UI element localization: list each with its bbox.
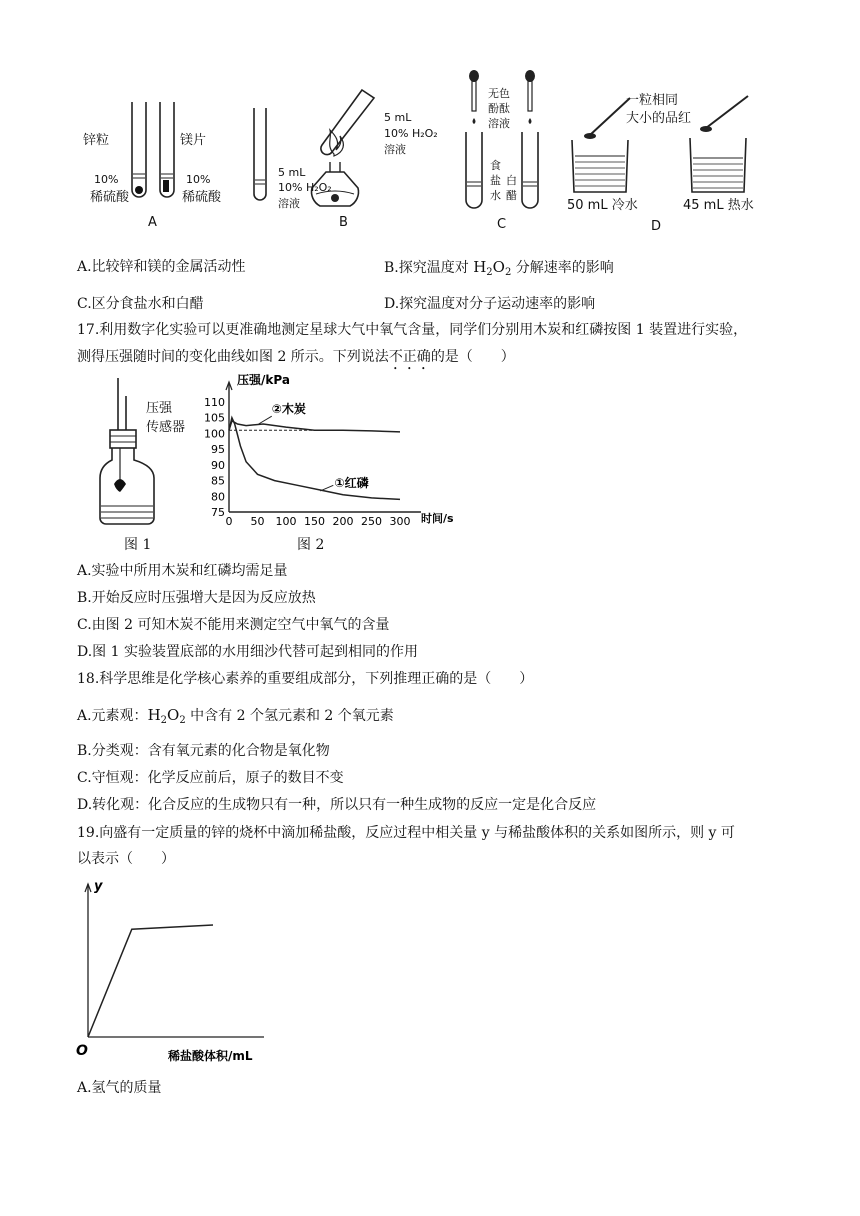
c-reagent-line3: 溶液 [488, 117, 510, 130]
acid-right-label: 稀硫酸 [182, 190, 222, 205]
x-tick-label: 250 [361, 515, 382, 528]
q18-option-a: A.元素观：$H_2O_2$ 中含有 2 个氢元素和 2 个氧元素 [77, 706, 394, 726]
x-axis-label: 稀盐酸体积/mL [168, 1049, 253, 1063]
figure-1-apparatus [92, 374, 164, 528]
x-tick-label: 200 [332, 515, 354, 528]
y-tick-label: 100 [204, 427, 225, 441]
y-tick-label: 80 [211, 490, 225, 504]
sensor-label-line2: 传感器 [146, 420, 186, 435]
y-tick-label: 75 [211, 506, 225, 519]
d-label-line2: 大小的品红 [626, 111, 692, 126]
q18-option-c: C.守恒观：化学反应前后，原子的数目不变 [77, 770, 344, 786]
y-tick-label: 105 [204, 411, 225, 425]
b-right-concentration: 10% H₂O₂ [384, 127, 438, 140]
x-tick-label: 0 [225, 515, 233, 528]
figure-c-letter: C [497, 217, 507, 232]
b-left-volume: 5 mL [278, 166, 306, 179]
q16-option-c: C.区分食盐水和白醋 [77, 296, 204, 312]
pressure-time-chart [195, 372, 465, 532]
q19-option-a: A.氢气的质量 [77, 1080, 162, 1096]
y-tick-label: 85 [211, 474, 225, 488]
magnesium-label: 镁片 [180, 133, 207, 148]
c-reagent-line2: 酚酞 [488, 102, 510, 115]
figure-b-letter: B [339, 215, 348, 230]
q18-stem: 18.科学思维是化学核心素养的重要组成部分，下列推理正确的是（ ） [77, 671, 534, 687]
y-axis-label: y [94, 879, 103, 894]
series-line [88, 925, 213, 1037]
figure-a-test-tubes [120, 98, 190, 210]
acid-left-label: 稀硫酸 [90, 190, 130, 205]
d-cold-water: 50 mL 冷水 [567, 198, 638, 213]
series-label-charcoal: ②木炭 [271, 402, 306, 416]
d-hot-water: 45 mL 热水 [683, 198, 754, 213]
zinc-label: 锌粒 [83, 133, 110, 148]
q16-option-d: D.探究温度对分子运动速率的影响 [384, 296, 596, 312]
origin-label: O [76, 1043, 88, 1059]
y-tick-label: 110 [204, 396, 225, 409]
q19-stem-line2: 以表示（ ） [77, 851, 175, 867]
b-right-solution: 溶液 [384, 143, 406, 156]
figure-d-letter: D [651, 219, 662, 234]
d-label-line1: 一粒相同 [626, 93, 679, 108]
b-right-volume: 5 mL [384, 111, 412, 124]
c-salt-line1: 食 [490, 159, 501, 172]
figure-a-letter: A [148, 215, 157, 230]
q17-stem-line1: 17.利用数字化实验可以更准确地测定星球大气中氧气含量，同学们分别用木炭和红磷按图 1 装置进行实验， [77, 322, 748, 338]
series-label-phosphorus: ①红磷 [334, 475, 369, 490]
x-axis-label: 时间/s [421, 512, 454, 525]
leader-charcoal [259, 416, 272, 424]
q17-option-a: A.实验中所用木炭和红磷均需足量 [77, 563, 288, 579]
acid-right-pct: 10% [186, 173, 211, 186]
y-volume-chart [74, 872, 284, 1068]
y-axis-label: 压强/kPa [237, 373, 290, 387]
b-left-concentration: 10% H₂O₂ [278, 181, 332, 194]
x-tick-label: 150 [304, 515, 325, 528]
x-tick-label: 300 [389, 515, 411, 528]
y-tick-label: 90 [211, 458, 225, 472]
y-tick-label: 95 [211, 443, 225, 457]
acid-left-pct: 10% [94, 173, 119, 186]
leader-phosphorus [320, 485, 333, 491]
q17-option-d: D.图 1 实验装置底部的水用细沙代替可起到相同的作用 [77, 644, 418, 660]
emphasis-not-correct: 不正确 [388, 349, 431, 365]
q18-option-b: B.分类观：含有氧元素的化合物是氧化物 [77, 743, 330, 759]
q19-stem-line1: 19.向盛有一定质量的锌的烧杯中滴加稀盐酸，反应过程中相关量 y 与稀盐酸体积的关系如图所示，则 y 可 [77, 825, 735, 841]
sensor-label-line1: 压强 [146, 401, 173, 416]
c-vinegar-line2: 醋 [506, 189, 517, 202]
q17-option-c: C.由图 2 可知木炭不能用来测定空气中氧气的含量 [77, 617, 390, 633]
figure-2-caption: 图 2 [297, 537, 325, 553]
c-vinegar-line1: 白 [506, 174, 517, 187]
x-tick-label: 50 [250, 515, 265, 528]
q16-figure-strip [0, 0, 860, 245]
q17-option-b: B.开始反应时压强增大是因为反应放热 [77, 590, 316, 606]
q18-option-d: D.转化观：化合反应的生成物只有一种，所以只有一种生成物的反应一定是化合反应 [77, 797, 597, 813]
q16-option-b: B.探究温度对 $H_2O_2$ 分解速率的影响 [384, 258, 614, 278]
c-salt-line3: 水 [490, 189, 501, 202]
b-left-solution: 溶液 [278, 197, 300, 210]
c-salt-line2: 盐 [490, 174, 501, 187]
q16-option-a: A.比较锌和镁的金属活动性 [77, 259, 246, 275]
x-tick-label: 100 [275, 515, 297, 528]
q17-stem-line2: 测得压强随时间的变化曲线如图 2 所示。下列说法不正确的是（ ） [77, 349, 515, 365]
c-reagent-line1: 无色 [488, 87, 510, 100]
figure-1-caption: 图 1 [124, 537, 152, 553]
